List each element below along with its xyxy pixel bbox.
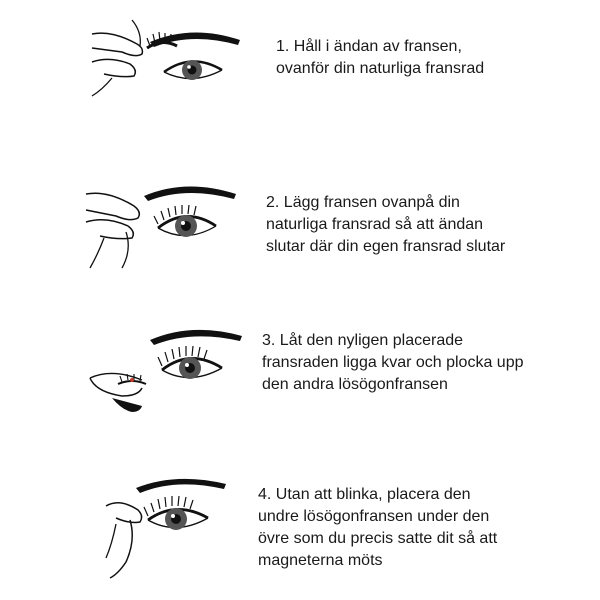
step-3 — [0, 318, 600, 418]
step-1 — [0, 0, 600, 120]
eye-with-hand-icon — [86, 176, 246, 276]
eye-with-hand-icon — [96, 470, 246, 580]
step-4-text: 4. Utan att blinka, placera den undre lösögonfransen under den övre som du precis satte dit så att magneterna möts — [258, 486, 498, 569]
eye-with-hand-icon — [92, 12, 252, 102]
step-4 — [0, 468, 600, 588]
step-1-text: 1. Håll i ändan av fransen, ovanför din naturliga fransrad — [276, 38, 485, 77]
step-2 — [0, 170, 600, 290]
eye-with-tweezers-icon — [82, 320, 252, 420]
step-3-text: 3. Låt den nyligen placerade fransraden ligga kvar och plocka upp den andra lösögonfransen — [262, 332, 524, 393]
step-2-text: 2. Lägg fransen ovanpå din naturliga fransrad så att ändan slutar där din egen fransrad slutar — [266, 194, 506, 255]
